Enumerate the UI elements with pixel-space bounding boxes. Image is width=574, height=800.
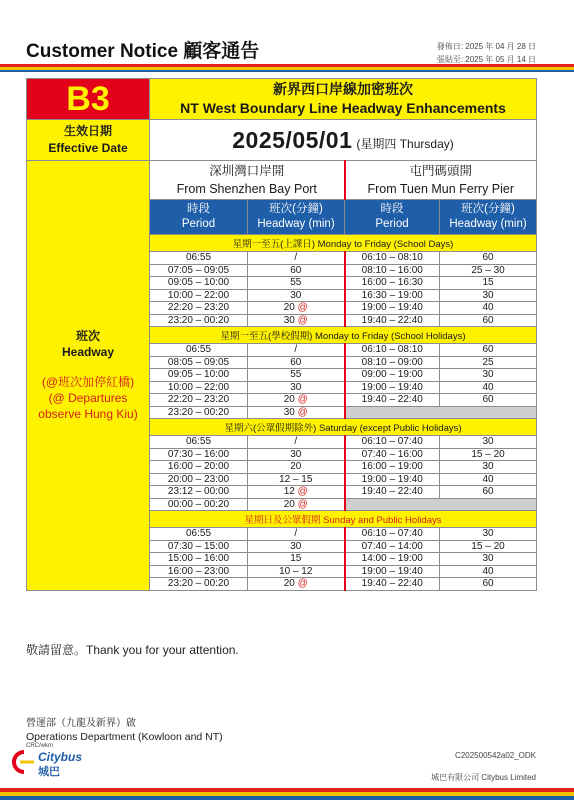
period-b-cell: 19:00 – 19:40 [345, 381, 440, 394]
col-headway-b-en: Headway (min) [449, 218, 527, 230]
headway-a-cell: 55 [248, 277, 345, 290]
effective-label-en: Effective Date [48, 141, 128, 155]
period-a-cell: 08:05 – 09:05 [150, 356, 248, 369]
col-headway-a [248, 200, 345, 235]
period-b-cell: 19:40 – 22:40 [345, 486, 440, 499]
headway-a-cell [248, 302, 345, 315]
thanks-note: 敬請留意。Thank you for your attention. [26, 643, 239, 657]
period-a-cell: 07:05 – 09:05 [150, 264, 248, 277]
hung-kiu-note-en-1: (@ Departures [48, 391, 128, 406]
period-b-cell: 06:10 – 08:10 [345, 344, 440, 357]
col-period-b-en: Period [375, 218, 409, 230]
headway-a-cell: 30 [248, 540, 345, 553]
headway-b-cell: 30 [440, 461, 537, 474]
headway-a-cell: / [248, 252, 345, 265]
notice-title: Customer Notice 顧客通告 [26, 41, 260, 62]
headway-a-cell: 30 [248, 289, 345, 302]
col-period-b-zh: 時段 [380, 203, 404, 215]
period-b-cell: 19:40 – 22:40 [345, 314, 440, 327]
headway-value: 20 @ [283, 578, 308, 590]
headway-value: 12 @ [283, 486, 308, 498]
period-b-cell: 08:10 – 16:00 [345, 264, 440, 277]
issue-date: 發佈日: 2025 年 04 月 28 日 [436, 42, 536, 51]
period-b-cell: 09:00 – 19:00 [345, 369, 440, 382]
period-a-cell: 16:00 – 23:00 [150, 565, 248, 578]
headway-value: 30 @ [283, 314, 308, 326]
period-b-cell: 06:10 – 07:40 [345, 528, 440, 541]
headway-a-cell: 15 [248, 553, 345, 566]
headway-b-cell: 25 – 30 [440, 264, 537, 277]
col-headway-a-en: Headway (min) [257, 218, 335, 230]
headway-b-cell: 40 [440, 473, 537, 486]
headway-b-cell: 60 [440, 486, 537, 499]
headway-value: 20 @ [283, 302, 308, 314]
headway-b-cell: 40 [440, 565, 537, 578]
headway-b-cell: 15 – 20 [440, 448, 537, 461]
period-a-cell: 10:00 – 22:00 [150, 381, 248, 394]
headway-b-cell: 25 [440, 356, 537, 369]
department-zh: 營運部（九龍及新界）啟 [26, 718, 136, 729]
period-b-cell: 16:00 – 19:00 [345, 461, 440, 474]
headway-b-cell: 30 [440, 436, 537, 449]
period-a-cell: 20:00 – 23:00 [150, 473, 248, 486]
period-a-cell: 06:55 [150, 528, 248, 541]
period-b-cell [345, 498, 537, 511]
period-b-cell: 07:40 – 14:00 [345, 540, 440, 553]
period-a-cell: 10:00 – 22:00 [150, 289, 248, 302]
headway-value: 20 @ [283, 498, 308, 510]
period-b-cell [345, 406, 537, 419]
period-a-cell: 23:12 – 00:00 [150, 486, 248, 499]
headway-value: 20 @ [283, 394, 308, 406]
headway-b-cell: 40 [440, 381, 537, 394]
headway-b-cell: 30 [440, 369, 537, 382]
section-title: 星期六(公眾假期除外) Saturday (except Public Holidays) [150, 419, 537, 436]
headway-b-cell: 60 [440, 314, 537, 327]
period-b-cell: 06:10 – 08:10 [345, 252, 440, 265]
heading-en: NT West Boundary Line Headway Enhancements [180, 100, 506, 116]
headway-label-cell [27, 161, 150, 591]
section-title: 星期一至五(上課日) Monday to Friday (School Days) [150, 235, 537, 252]
direction-shenzhen-bay [150, 161, 345, 200]
col-period-a-zh: 時段 [187, 203, 210, 215]
route-number: B3 [27, 79, 150, 120]
headway-a-cell [248, 314, 345, 327]
period-a-cell: 06:55 [150, 252, 248, 265]
headway-label-zh: 班次 [75, 329, 100, 344]
period-b-cell: 14:00 – 19:00 [345, 553, 440, 566]
period-a-cell: 23:20 – 00:20 [150, 406, 248, 419]
header-rule-blue [0, 70, 574, 72]
logo-code: CRC/wkm [26, 743, 53, 749]
col-headway-b-zh: 班次(分鐘) [461, 203, 515, 215]
headway-a-cell: / [248, 528, 345, 541]
headway-a-cell: 20 [248, 461, 345, 474]
period-a-cell: 16:00 – 20:00 [150, 461, 248, 474]
section-title: 星期日及公眾假期 Sunday and Public Holidays [150, 511, 537, 528]
headway-b-cell: 15 – 20 [440, 540, 537, 553]
heading-zh: 新界西口岸線加密班次 [273, 81, 414, 97]
headway-a-cell [248, 486, 345, 499]
post-date: 張貼至: 2025 年 05 月 14 日 [436, 55, 536, 64]
period-b-cell: 16:00 – 16:30 [345, 277, 440, 290]
section-title: 星期一至五(學校假期) Monday to Friday (School Holidays) [150, 327, 537, 344]
col-headway-b [440, 200, 537, 235]
company-name: 城巴有限公司 Citybus Limited [431, 773, 536, 782]
direction-b-zh: 屯門碼頭開 [409, 164, 473, 178]
headway-table [26, 78, 537, 591]
hung-kiu-note-zh: (@班次加停紅橋) [41, 375, 135, 390]
col-headway-a-zh: 班次(分鐘) [269, 203, 323, 215]
period-b-cell: 19:40 – 22:40 [345, 578, 440, 591]
headway-a-cell [248, 394, 345, 407]
headway-b-cell: 15 [440, 277, 537, 290]
headway-a-cell [248, 406, 345, 419]
period-a-cell: 06:55 [150, 436, 248, 449]
effective-date-cell [150, 120, 537, 161]
headway-a-cell [248, 578, 345, 591]
period-a-cell: 07:30 – 15:00 [150, 540, 248, 553]
headway-a-cell: 12 – 15 [248, 473, 345, 486]
hung-kiu-note-en-2: observe Hung Kiu) [38, 407, 138, 422]
period-a-cell: 23:20 – 00:20 [150, 578, 248, 591]
direction-b-en: From Tuen Mun Ferry Pier [367, 182, 515, 196]
period-b-cell: 19:00 – 19:40 [345, 565, 440, 578]
period-a-cell: 06:55 [150, 344, 248, 357]
period-a-cell: 15:00 – 16:00 [150, 553, 248, 566]
footer-rule-blue [0, 796, 574, 800]
headway-a-cell: 30 [248, 448, 345, 461]
headway-a-cell: 60 [248, 264, 345, 277]
headway-b-cell: 60 [440, 252, 537, 265]
direction-a-zh: 深圳灣口岸開 [209, 164, 285, 178]
direction-a-en: From Shenzhen Bay Port [176, 182, 317, 196]
col-period-b [345, 200, 440, 235]
period-a-cell: 09:05 – 10:00 [150, 277, 248, 290]
period-b-cell: 19:40 – 22:40 [345, 394, 440, 407]
col-period-a [150, 200, 248, 235]
headway-a-cell: 55 [248, 369, 345, 382]
direction-tuen-mun [345, 161, 537, 200]
headway-b-cell: 40 [440, 302, 537, 315]
headway-a-cell: 10 – 12 [248, 565, 345, 578]
headway-a-cell: / [248, 344, 345, 357]
effective-label-zh: 生效日期 [63, 124, 112, 138]
effective-day: (星期四 Thursday) [356, 136, 454, 151]
period-b-cell: 16:30 – 19:00 [345, 289, 440, 302]
period-b-cell: 19:00 – 19:40 [345, 302, 440, 315]
headway-b-cell: 30 [440, 528, 537, 541]
period-a-cell: 09:05 – 10:00 [150, 369, 248, 382]
headway-b-cell: 30 [440, 289, 537, 302]
document-reference: C202500542a02_ODK [455, 751, 536, 760]
effective-date: 2025/05/01 [232, 126, 353, 153]
period-a-cell: 22:20 – 23:20 [150, 394, 248, 407]
period-b-cell: 08:10 – 09:00 [345, 356, 440, 369]
department-en: Operations Department (Kowloon and NT) [26, 731, 223, 743]
notice-heading [150, 79, 537, 120]
logo-text-zh: 城巴 [38, 766, 60, 778]
headway-label-en: Headway [61, 345, 115, 360]
period-b-cell: 07:40 – 16:00 [345, 448, 440, 461]
headway-b-cell: 30 [440, 553, 537, 566]
period-b-cell: 06:10 – 07:40 [345, 436, 440, 449]
period-a-cell: 22:20 – 23:20 [150, 302, 248, 315]
headway-b-cell: 60 [440, 394, 537, 407]
period-a-cell: 00:00 – 00:20 [150, 498, 248, 511]
logo-text-en: Citybus [38, 750, 83, 764]
period-a-cell: 23:20 – 00:20 [150, 314, 248, 327]
headway-a-cell: / [248, 436, 345, 449]
period-b-cell: 19:00 – 19:40 [345, 473, 440, 486]
headway-value: 30 @ [283, 406, 308, 418]
period-a-cell: 07:30 – 16:00 [150, 448, 248, 461]
headway-b-cell: 60 [440, 578, 537, 591]
headway-a-cell: 30 [248, 381, 345, 394]
headway-b-cell: 60 [440, 344, 537, 357]
col-period-a-en: Period [181, 218, 216, 230]
headway-a-cell: 60 [248, 356, 345, 369]
effective-label [27, 120, 150, 161]
headway-a-cell [248, 498, 345, 511]
